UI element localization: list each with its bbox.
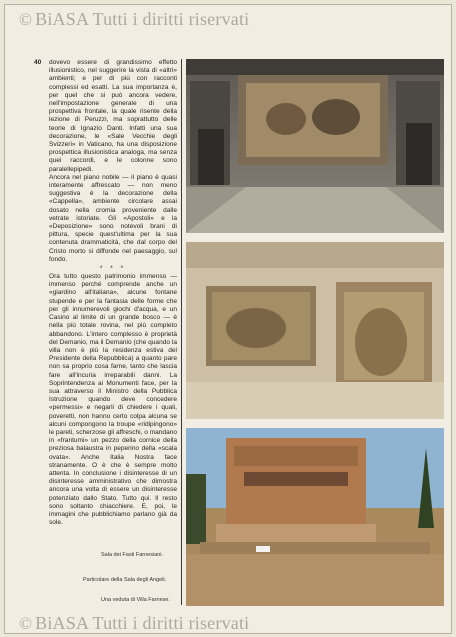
caption-villa-farnese: Una veduta di Villa Farnese. <box>101 597 170 603</box>
column-rule <box>181 59 182 605</box>
watermark-text: BiASA Tutti i diritti riservati <box>35 613 250 633</box>
magazine-page <box>4 4 452 634</box>
paragraph-3: Ora tutto questo patrimonio immenso — immenso perché comprende anche un «giardino all'italiana», alcune fontane stupende e per la fantasia delle forme che per gli innumerevoli giochi d'acqua, e un Casino al limite di un grande bosco — è nella più totale rovina, nel più completo abbandono. L'intero complesso è proprietà del Demanio, ma il Demanio (che quando la villa non è più la residenza estiva del Presidente della Repubblica) a quanto pare non sa proprio cosa farne, tanto che lascia fare all'incuria irreparabili danni. La Soprintendenza ai Monumenti face, per la sua attraverso il Ministro della Pubblica Istruzione quando deve concedere «permessi» e negarli di chiedere i quali, poveretti, non hanno certo colpa alcuna se alcuni compongono la troupe «ridipingono» le pareti, scherzose gli affreschi, o mandano in «frantumi» un pezzo della cornice della preziosa balaustra in peperino della «scala ovata». Anche Italia Nostra face stranamente. O è che è sempre molto attenta. In conclusione i disinteresse di un disinteresse amministrativo che dimostra ancora una volta di essere un disinteresse potenziato dallo Stato. Tutto qui. Il resto sono soltanto chiacchiere. E, poi, le immagini che pubblichiamo parlano già da sole. <box>49 273 177 527</box>
copyright-symbol: © <box>19 614 33 633</box>
caption-sala-angeli: Particolare della Sala degli Angeli. <box>83 577 167 583</box>
photo-sala-fasti <box>186 59 444 233</box>
photo-villa-farnese <box>186 428 444 606</box>
article-column <box>49 59 177 527</box>
watermark-bottom <box>19 613 249 634</box>
fresco-hall-image <box>186 59 444 233</box>
section-separator: * * * <box>99 265 127 273</box>
watermark-top <box>19 9 249 30</box>
page-number: 40 <box>34 59 42 66</box>
paragraph-1: dovevo essere di grandissimo effetto illusionistico, nel suggerire la vista di «altri» ambienti; e per di più con racconti complessi ed esatti. La sua importanza è, per quel che si può ancora vedere, nell'impostazione generale di una prospettiva frontale, la quale risente della lezione di Peruzzi, ma soprattutto delle teorie di Ignazio Danti. Infatti una sua decorazione, le «Sale Vecchie degli Svizzeri» in Vaticano, ha una disposizione prospettica illusionistica analoga, ma senza quei raccordi, e le colonne sono paralellepipedi. <box>49 59 177 173</box>
photo-sala-angeli <box>186 242 444 419</box>
paragraph-2: Ancora nel piano nobile — il piano è quasi interamente affrescato — non meno suggestiva è la decorazione della «Cappella», ambiente circolare assai dosato nella cromia proveniente dalle vetrate istoriate. Gli «Apostoli» e la «Deposizione» sono notevoli brani di pittura, specie quest'ultima per la sua contenuta drammaticità, che dal corpo del Cristo morto si diffonde nel paesaggio, sul fondo. <box>49 173 177 263</box>
caption-sala-fasti: Sala dei Fasti Farnesiani. <box>101 552 164 558</box>
copyright-symbol: © <box>19 10 33 29</box>
watermark-text: BiASA Tutti i diritti riservati <box>35 9 250 29</box>
villa-farnese-image <box>186 428 444 606</box>
ceiling-detail-image <box>186 242 444 419</box>
